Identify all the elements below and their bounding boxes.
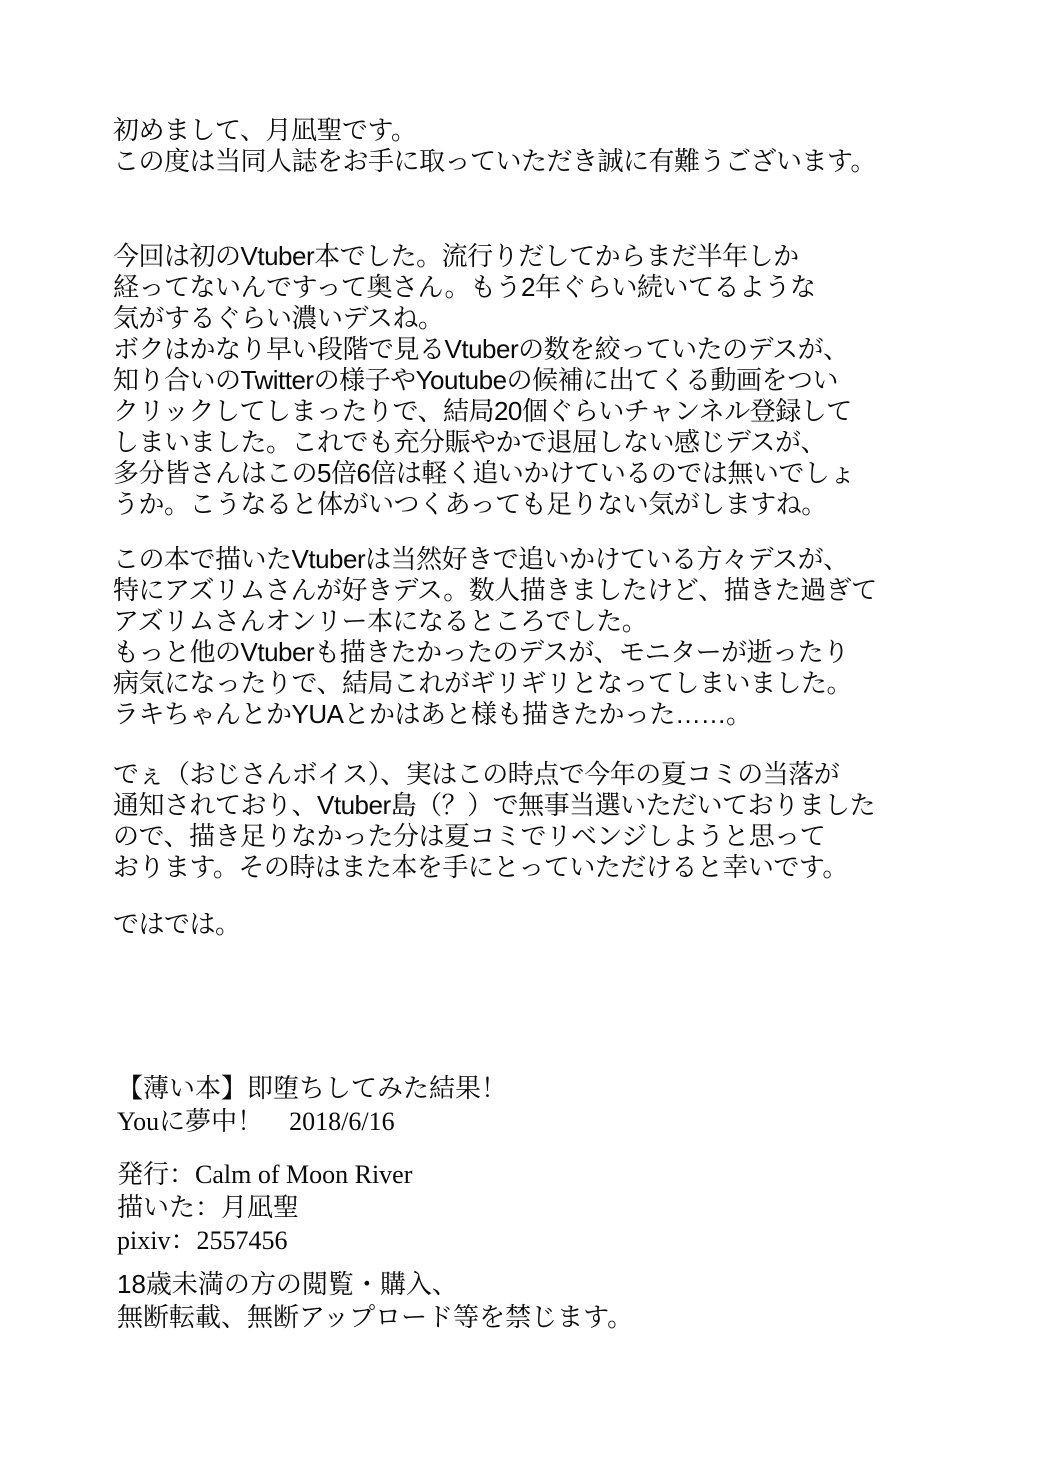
- body-text-line: クリックしてしまったりで、結局20個ぐらいチャンネル登録して: [113, 396, 852, 426]
- body-text-line: アズリムさんオンリー本になるところでした。: [113, 606, 648, 636]
- body-text-line: しまいました。これでも充分賑やかで退屈しない感じデスが、: [113, 427, 826, 457]
- body-text-line: 経ってないんですって奥さん。もう2年ぐらい続いてるような: [113, 272, 816, 302]
- book-title-date-line: Youに夢中！ 2018/6/16: [117, 1107, 395, 1136]
- greeting-line: 初めまして、月凪聖です。: [113, 115, 417, 145]
- closing-line: ではでは。: [113, 909, 241, 939]
- body-text-line: この本で描いたVtuberは当然好きで追いかけている方々デスが、: [113, 544, 849, 574]
- body-text-line: ラキちゃんとかYUAとかはあと様も描きたかった……。: [113, 699, 752, 729]
- colophon-book-title: [113, 1072, 993, 1138]
- warning-line: 無断転載、無断アップロード等を禁じます。: [117, 1302, 634, 1332]
- body-text-line: おります。その時はまた本を手にとっていただけると幸いです。: [113, 852, 848, 882]
- body-text-line: もっと他のVtuberも描きたかったのデスが、モニターが逝ったり: [113, 637, 849, 667]
- colophon-credits: [113, 1158, 993, 1257]
- colophon-warning: [113, 1268, 993, 1334]
- body-text-line: うか。こうなると体がいつくあっても足りない気がしますね。: [113, 489, 827, 519]
- warning-line: 18歳未満の方の閲覧・購入、: [117, 1269, 458, 1299]
- body-text-line: 多分皆さんはこの5倍6倍は軽く追いかけているのでは無いでしょ: [113, 458, 855, 488]
- body-text-line: 通知されており、Vtuber島（？）で無事当選いただいておりました: [113, 790, 876, 820]
- page-content: [113, 115, 993, 1334]
- greeting-line: この度は当同人誌をお手に取っていただき誠に有難うございます。: [113, 146, 876, 176]
- body-text-line: 特にアズリムさんが好きデス。数人描きましたけど、描きた過ぎて: [113, 575, 877, 605]
- greeting-paragraph: [113, 115, 993, 177]
- body-paragraph-1: [113, 241, 993, 520]
- artist-line: 描いた：月凪聖: [117, 1193, 300, 1222]
- body-text-line: 今回は初のVtuber本でした。流行りだしてからまだ半年しか: [113, 241, 799, 271]
- body-text-line: 知り合いのTwitterの様子やYoutubeの候補に出てくる動画をつい: [113, 365, 839, 395]
- body-text-line: ボクはかなり早い段階で見るVtuberの数を絞っていたのデスが、: [113, 334, 849, 364]
- body-paragraph-2: [113, 544, 993, 730]
- book-title-line: 【薄い本】即堕ちしてみた結果！: [117, 1074, 508, 1103]
- body-text-line: 病気になったりで、結局これがギリギリとなってしまいました。: [113, 668, 852, 698]
- body-text-line: ので、描き足りなかった分は夏コミでリベンジしようと思って: [113, 821, 826, 851]
- pixiv-id-line: pixiv：2557456: [117, 1226, 288, 1255]
- body-text-line: でぇ（おじさんボイス）、実はこの時点で今年の夏コミの当落が: [113, 759, 840, 789]
- closing-paragraph: [113, 909, 993, 940]
- publisher-line: 発行：Calm of Moon River: [117, 1160, 413, 1189]
- body-text-line: 気がするぐらい濃いデスね。: [113, 303, 444, 333]
- body-paragraph-3: [113, 759, 993, 883]
